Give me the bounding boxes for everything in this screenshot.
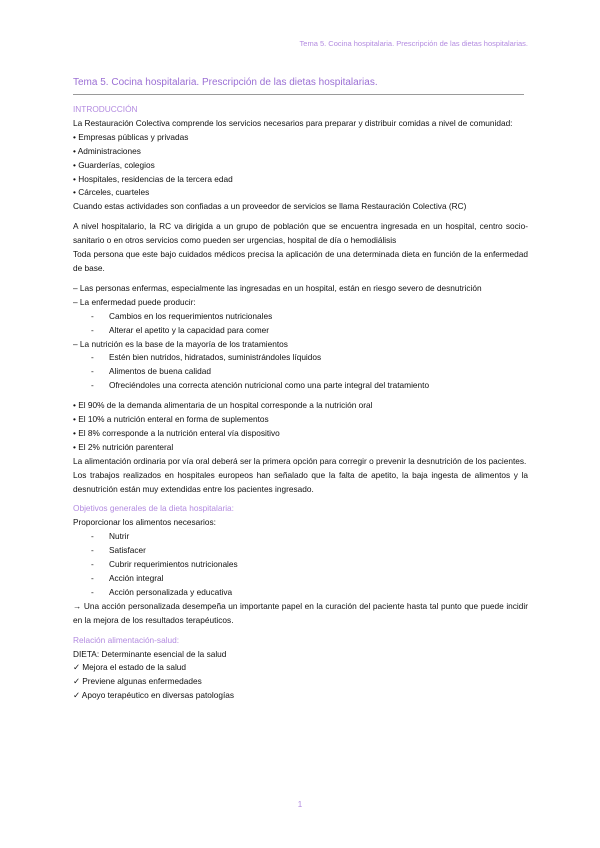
list-item: - Cambios en los requerimientos nutricionales bbox=[91, 310, 273, 321]
list-item: • Cárceles, cuarteles bbox=[73, 187, 150, 198]
running-header: Tema 5. Cocina hospitalaria. Prescripción de las dietas hospitalarias. bbox=[299, 39, 528, 48]
list-item: - Alimentos de buena calidad bbox=[91, 366, 211, 377]
list-item: • El 10% a nutrición enteral en forma de suplementos bbox=[73, 414, 269, 425]
section-heading-relacion: Relación alimentación-salud: bbox=[73, 634, 180, 645]
document-body bbox=[73, 103, 528, 703]
paragraph: Proporcionar los alimentos necesarios: bbox=[73, 517, 216, 528]
list-item: ✓ Apoyo terapéutico en diversas patologías bbox=[73, 690, 235, 701]
paragraph: A nivel hospitalario, la RC va dirigida a un grupo de población que se encuentra ingresada en un hospital, centro socio-sanitario o en otros servicios como pueden ser urgencias, hospital de día o hemodiálisis bbox=[73, 221, 528, 246]
paragraph: La alimentación ordinaria por vía oral deberá ser la primera opción para corregir o prevenir la desnutrición de los pacientes. bbox=[73, 455, 527, 466]
list-item: • El 2% nutrición parenteral bbox=[73, 441, 174, 452]
list-item: - Nutrir bbox=[91, 531, 130, 542]
paragraph: DIETA: Determinante esencial de la salud bbox=[73, 648, 227, 659]
list-item: • El 8% corresponde a la nutrición enteral vía dispositivo bbox=[73, 427, 280, 438]
section-heading-objetivos: Objetivos generales de la dieta hospitalaria: bbox=[73, 503, 234, 514]
list-item: • Hospitales, residencias de la tercera edad bbox=[73, 173, 233, 184]
title-divider bbox=[73, 94, 524, 95]
list-item: - Cubrir requerimientos nutricionales bbox=[91, 559, 238, 570]
list-item: • Guarderías, colegios bbox=[73, 159, 155, 170]
paragraph: – La nutrición es la base de la mayoría de los tratamientos bbox=[73, 338, 288, 349]
page-number: 1 bbox=[297, 800, 303, 809]
list-item: - Alterar el apetito y la capacidad para comer bbox=[91, 324, 270, 335]
list-item: - Acción integral bbox=[91, 573, 164, 583]
list-item: - Estén bien nutridos, hidratados, suministrándoles líquidos bbox=[91, 352, 322, 363]
list-item: ✓ Mejora el estado de la salud bbox=[73, 662, 187, 673]
paragraph: – La enfermedad puede producir: bbox=[73, 296, 196, 307]
list-item: - Ofreciéndoles una correcta atención nutricional como una parte integral del tratamiento bbox=[91, 380, 430, 391]
document-title: Tema 5. Cocina hospitalaria. Prescripción de las dietas hospitalarias. bbox=[73, 77, 378, 88]
list-item: - Satisfacer bbox=[91, 545, 146, 556]
list-item: - Acción personalizada y educativa bbox=[91, 586, 233, 597]
list-item: • Empresas públicas y privadas bbox=[73, 131, 189, 142]
section-heading-introduccion: INTRODUCCIÓN bbox=[73, 104, 138, 114]
list-item: • Administraciones bbox=[73, 145, 141, 156]
paragraph: Cuando estas actividades son confiadas a un proveedor de servicios se llama Restauración Colectiva (RC) bbox=[73, 201, 467, 212]
paragraph: – Las personas enfermas, especialmente las ingresadas en un hospital, están en riesgo severo de desnutrición bbox=[73, 282, 482, 293]
list-item: • El 90% de la demanda alimentaria de un hospital corresponde a la nutrición oral bbox=[73, 400, 373, 411]
paragraph: La Restauración Colectiva comprende los servicios necesarios para preparar y distribuir comidas a nivel de comunidad: bbox=[73, 117, 513, 128]
paragraph: Los trabajos realizados en hospitales europeos han señalado que la falta de apetito, la baja ingesta de alimentos y la desnutrición están muy extendidas entre los pacientes ingresado. bbox=[73, 469, 528, 494]
paragraph: → Una acción personalizada desempeña un importante papel en la curación del paciente hasta tal punto que puede incidir en la mejora de los resultados terapéuticos. bbox=[73, 600, 528, 625]
list-item: ✓ Previene algunas enfermedades bbox=[73, 676, 202, 687]
paragraph: Toda persona que este bajo cuidados médicos precisa la aplicación de una determinada dieta en función de la enfermedad de base. bbox=[73, 249, 528, 273]
